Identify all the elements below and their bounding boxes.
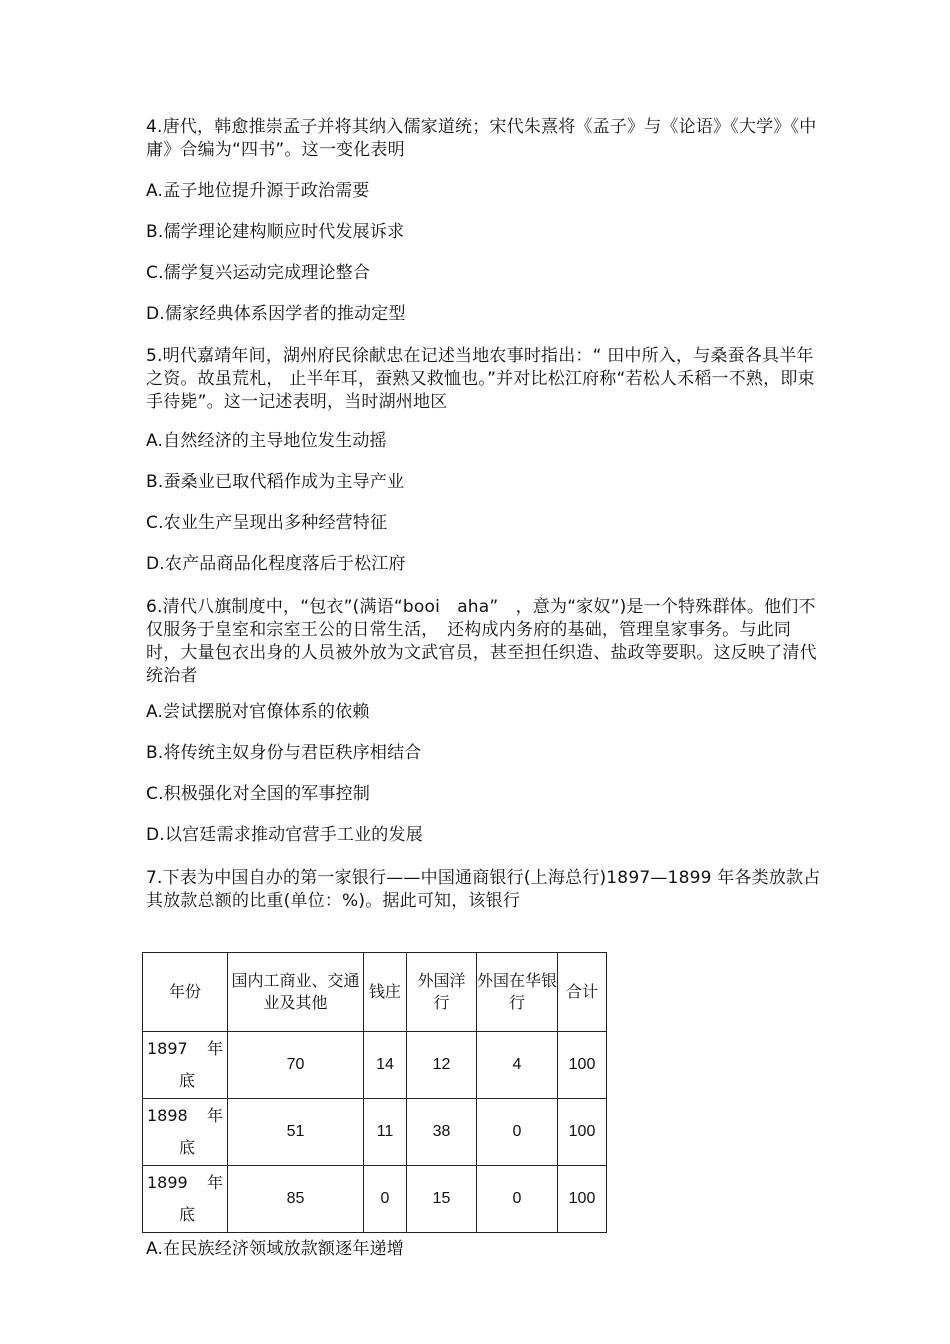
cell-foreign-firms: 15	[407, 1166, 477, 1233]
year-cell	[143, 1166, 228, 1233]
q4-option-d: D.儒家经典体系因学者的推动定型	[146, 304, 406, 324]
q5-option-c: C.农业生产呈现出多种经营特征	[146, 513, 388, 533]
year-suffix: 底	[178, 1205, 195, 1224]
q6-option-b: B.将传统主奴身份与君臣秩序相结合	[146, 743, 422, 763]
q4-option-a: A.孟子地位提升源于政治需要	[146, 181, 370, 201]
loan-ratio-table	[142, 952, 607, 1233]
header-foreign-firms: 外国洋行	[407, 953, 477, 1032]
year-unit: 年	[206, 1106, 223, 1125]
year-suffix: 底	[178, 1071, 195, 1090]
header-total: 合计	[558, 953, 607, 1032]
q5-option-b: B.蚕桑业已取代稻作成为主导产业	[146, 472, 405, 492]
cell-foreign-banks: 0	[477, 1099, 558, 1166]
cell-total: 100	[558, 1099, 607, 1166]
cell-foreign-firms: 38	[407, 1099, 477, 1166]
cell-qianzhuang: 14	[364, 1032, 407, 1099]
cell-foreign-firms: 12	[407, 1032, 477, 1099]
cell-total: 100	[558, 1032, 607, 1099]
q7-option-a: A.在民族经济领域放款额逐年递增	[146, 1239, 404, 1259]
q4-option-c: C.儒学复兴运动完成理论整合	[146, 263, 371, 283]
q6-option-c: C.积极强化对全国的军事控制	[146, 784, 371, 804]
table-header-row	[143, 953, 607, 1032]
cell-domestic: 85	[228, 1166, 364, 1233]
q4-option-b: B.儒学理论建构顺应时代发展诉求	[146, 222, 405, 242]
year-suffix: 底	[178, 1138, 195, 1157]
cell-domestic: 70	[228, 1032, 364, 1099]
header-foreign-banks: 外国在华银行	[477, 953, 558, 1032]
cell-foreign-banks: 4	[477, 1032, 558, 1099]
year-cell	[143, 1032, 228, 1099]
q5-option-a: A.自然经济的主导地位发生动摇	[146, 431, 387, 451]
question-6-stem: 6.清代八旗制度中，“包衣”(满语“booi aha” ，意为“家奴”)是一个特殊群体。他们不仅服务于皇室和宗室王公的日常生活， 还构成内务府的基础，管理皇家事务。与此同时，大量包衣出身的人员被外放为文武官员，甚至担任织造、盐政等要职。这反映了清代统治者	[146, 597, 817, 686]
header-qianzhuang: 钱庄	[364, 953, 407, 1032]
question-5-stem: 5.明代嘉靖年间，湖州府民徐献忠在记述当地农事时指出：“ 田中所入，与桑蚕各具半年之资。故虽荒札， 止半年耳，蚕熟又救恤也。”并对比松江府称“若松人禾稻一不熟，即束手待毙”。这一记述表明，当时湖州地区	[146, 346, 815, 412]
year-value: 1897	[147, 1039, 188, 1058]
q5-option-d: D.农产品商品化程度落后于松江府	[146, 554, 406, 574]
question-4-stem: 4.唐代，韩愈推崇孟子并将其纳入儒家道统；宋代朱熹将《孟子》与《论语》《大学》《中庸》合编为“四书”。这一变化表明	[146, 117, 817, 160]
year-unit: 年	[206, 1039, 223, 1058]
year-value: 1898	[147, 1106, 188, 1125]
table-row	[143, 1099, 607, 1166]
year-unit: 年	[206, 1173, 223, 1192]
cell-total: 100	[558, 1166, 607, 1233]
cell-qianzhuang: 11	[364, 1099, 407, 1166]
q6-option-a: A.尝试摆脱对官僚体系的依赖	[146, 702, 370, 722]
q6-option-d: D.以宫廷需求推动官营手工业的发展	[146, 825, 423, 845]
year-cell	[143, 1099, 228, 1166]
year-value: 1899	[147, 1173, 188, 1192]
header-year: 年份	[143, 953, 228, 1032]
cell-qianzhuang: 0	[364, 1166, 407, 1233]
table-row	[143, 1166, 607, 1233]
cell-domestic: 51	[228, 1099, 364, 1166]
header-domestic: 国内工商业、交通业及其他	[228, 953, 364, 1032]
question-7-stem: 7.下表为中国自办的第一家银行——中国通商银行(上海总行)1897—1899 年各类放款占其放款总额的比重(单位：%)。据此可知，该银行	[146, 868, 821, 911]
table-row	[143, 1032, 607, 1099]
cell-foreign-banks: 0	[477, 1166, 558, 1233]
